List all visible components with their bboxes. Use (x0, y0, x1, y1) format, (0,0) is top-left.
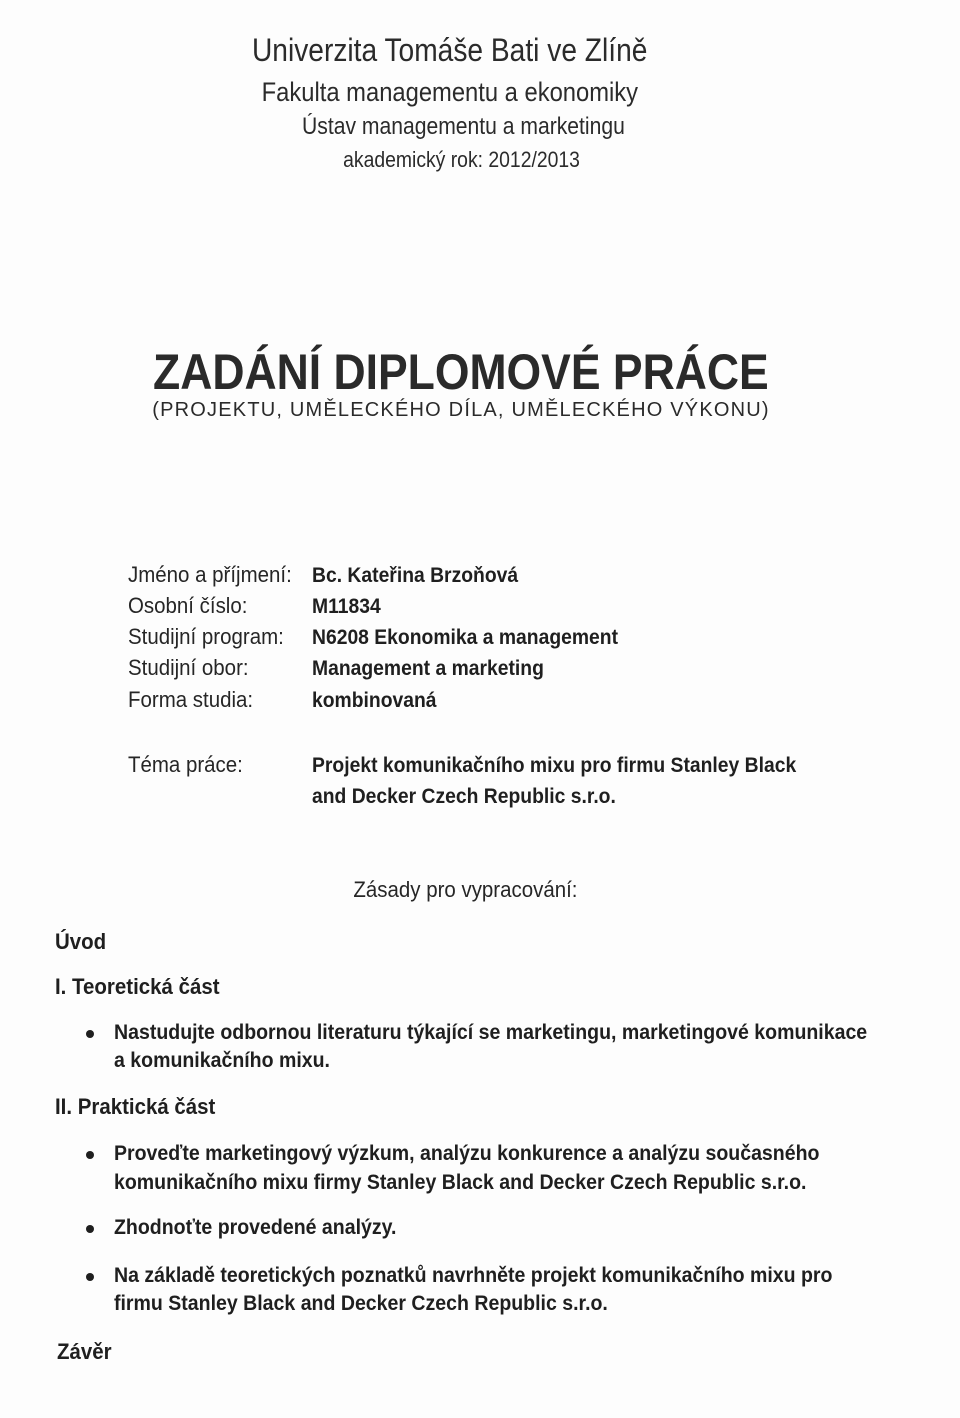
field-value-study-field: Management a marketing (312, 657, 544, 680)
field-label-name: Jméno a příjmení: (128, 562, 292, 587)
field-label-study-form: Forma studia: (128, 687, 254, 712)
field-value-personal-number: M11834 (312, 595, 381, 618)
field-label-personal-number: Osobní číslo: (128, 593, 248, 618)
bullet-icon (86, 1151, 94, 1159)
bullet-icon (86, 1030, 94, 1038)
topic-line: and Decker Czech Republic s.r.o. (312, 785, 616, 808)
institute-row (0, 115, 926, 139)
list-item-line: Nastudujte odbornou literaturu týkající se marketingu, marketingové komunikace (114, 1021, 868, 1044)
assignment-subtitle-row (0, 400, 922, 420)
list-item-line: Zhodnoťte provedené analýzy. (114, 1216, 397, 1239)
university-name: Univerzita Tomáše Bati ve Zlíně (252, 32, 648, 68)
list-item-line: firmu Stanley Black and Decker Czech Republic s.r.o. (114, 1292, 608, 1315)
bullet-icon (86, 1225, 94, 1233)
section-heading-practical: II. Praktická část (55, 1094, 216, 1119)
assignment-title-row (0, 344, 922, 400)
guidelines-heading: Zásady pro vypracování: (352, 877, 578, 902)
guidelines-heading-row (0, 879, 930, 901)
topic-line: Projekt komunikačního mixu pro firmu Stanley Black (312, 754, 797, 777)
field-label-study-program: Studijní program: (128, 624, 284, 649)
list-item-line: komunikačního mixu firmy Stanley Black and Decker Czech Republic s.r.o. (114, 1171, 807, 1194)
university-row (0, 34, 900, 66)
assignment-subtitle: (PROJEKTU, UMĚLECKÉHO DÍLA, UMĚLECKÉHO VÝKONU) (152, 399, 770, 421)
field-value-study-program: N6208 Ekonomika a management (312, 626, 619, 649)
bullet-icon (86, 1273, 94, 1281)
list-item-line: Na základě teoretických poznatků navrhněte projekt komunikačního mixu pro (114, 1264, 833, 1287)
faculty-row (0, 79, 900, 106)
assignment-title: ZADÁNÍ DIPLOMOVÉ PRÁCE (153, 344, 769, 400)
list-item-line: a komunikačního mixu. (114, 1049, 330, 1072)
field-value-study-form: kombinovaná (312, 689, 437, 712)
section-heading-theoretical: I. Teoretická část (55, 974, 220, 999)
faculty-name: Fakulta managementu a ekonomiky (261, 77, 639, 107)
academic-year-row (0, 149, 924, 171)
topic-label: Téma práce: (128, 752, 243, 777)
field-value-name: Bc. Kateřina Brzoňová (312, 564, 519, 587)
institute-name: Ústav managementu a marketingu (301, 113, 625, 140)
list-item-line: Proveďte marketingový výzkum, analýzu konkurence a analýzu současného (114, 1142, 820, 1165)
section-introduction: Úvod (55, 929, 107, 954)
field-label-study-field: Studijní obor: (128, 655, 249, 680)
section-conclusion: Závěr (57, 1339, 112, 1364)
academic-year: akademický rok: 2012/2013 (343, 147, 581, 172)
